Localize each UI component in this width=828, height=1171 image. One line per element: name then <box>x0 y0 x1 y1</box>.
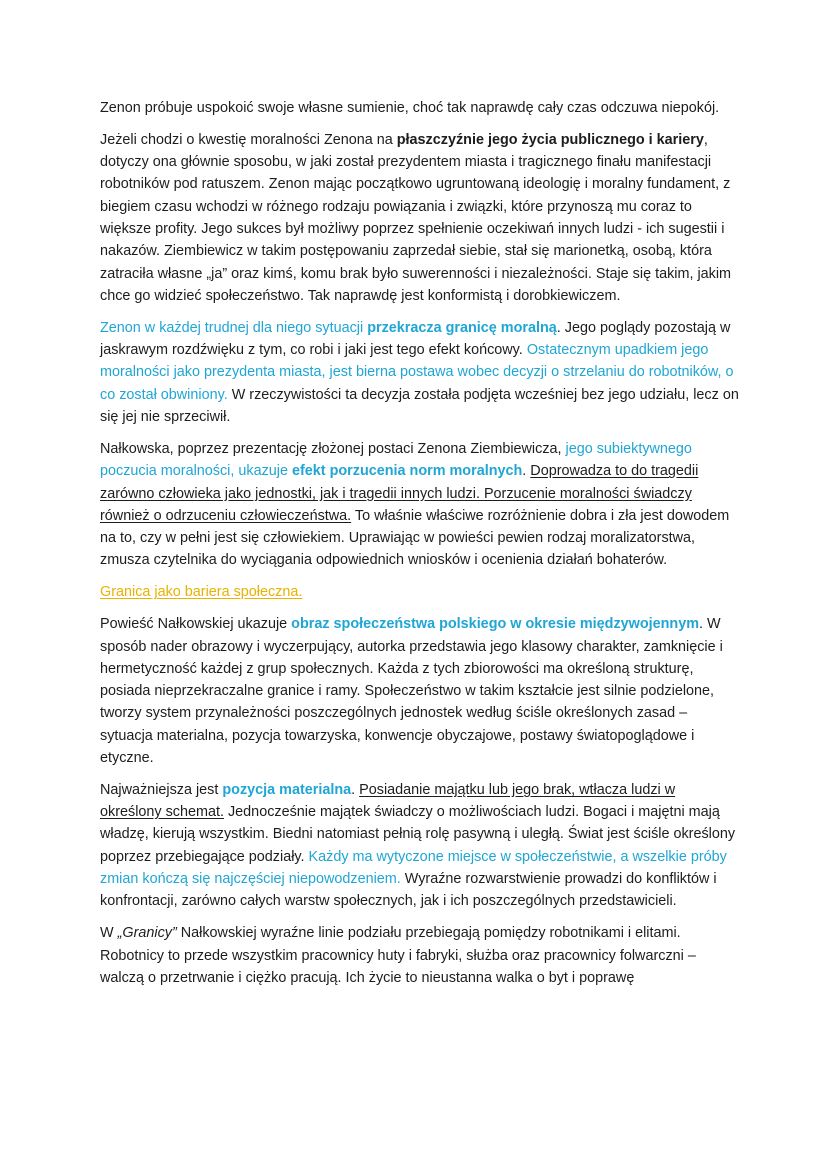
paragraph-2 <box>100 129 740 307</box>
bold-cyan-phrase: przekracza granicę moralną <box>367 319 557 336</box>
paragraph-6 <box>100 779 740 913</box>
paragraph-text: Nałkowska, poprzez prezentację złożonej postaci Zenona Ziembiewicza, <box>100 440 566 457</box>
paragraph-text: Najważniejsza jest <box>100 781 223 798</box>
heading-text: Granica jako bariera społeczna. <box>100 584 303 601</box>
paragraph-7 <box>100 922 740 989</box>
bold-cyan-phrase: pozycja materialna <box>222 781 352 798</box>
paragraph-3 <box>100 317 740 428</box>
paragraph-text: Nałkowskiej wyraźne linie podziału przebiegają pomiędzy robotnikami i elitami. Robotnicy to przede wszystkim pracownicy huty i fabryki, służba oraz pracownicy folwarczni – walczą o przetrwanie i ciężko pracują. Ich życie to nieustanna walka o byt i poprawę <box>100 925 696 986</box>
paragraph-5 <box>100 613 740 769</box>
cyan-phrase: Ostatecznym upadkiem jego moralności jako prezydenta miasta, jest bierna postawa wobec decyzji o strzelaniu do robotników, o co został obwiniony. <box>100 342 734 403</box>
paragraph-text: . Jego poglądy pozostają w jaskrawym rozdźwięku z tym, co robi i jaki jest tego efekt końcowy. <box>100 319 731 359</box>
underlined-phrase: Doprowadza to do tragedii zarówno człowieka jako jednostki, jak i tragedii innych ludzi. Porzucenie moralności świadczy również o odrzuceniu człowieczeństwa. <box>100 463 699 524</box>
document-page <box>100 97 740 999</box>
paragraph-text: . W sposób nader obrazowy i wyczerpujący, autorka przedstawia jego klasowy charakter, zamknięcie i hermetyczność każdej z grup społecznych. Każda z tych zbiorowości ma określoną strukturę, posiada nieprzekraczalne granice i ramy. Społeczeństwo w takim kształcie jest silnie podzielone, tworzy system przynależności poszczególnych jednostek według ściśle określonych zasad – sytuacja materialna, pozycja towarzyska, konwencje obyczajowe, postawy światopoglądowe i etyczne. <box>100 616 723 766</box>
italic-title: „Granicy” <box>117 925 177 942</box>
paragraph-4 <box>100 438 740 572</box>
underlined-phrase: Posiadanie majątku lub jego brak, wtłacza ludzi w określony schemat. <box>100 781 676 821</box>
paragraph-text: To właśnie właściwe rozróżnienie dobra i zła jest dowodem na to, czy w pełni jest się człowiekiem. Uprawiając w powieści pewien rodzaj moralizatorstwa, zmusza czytelnika do wyciągania odpowiednich wniosków i ocenienia działań bohaterów. <box>100 507 730 569</box>
paragraph-text: Zenon próbuje uspokoić swoje własne sumienie, choć tak naprawdę cały czas odczuwa niepokój. <box>100 100 720 116</box>
bold-cyan-phrase: obraz społeczeństwa polskiego w okresie międzywojennym <box>291 616 700 633</box>
bold-phrase: płaszczyźnie jego życia publicznego i kariery <box>396 131 704 148</box>
cyan-phrase: Każdy ma wytyczone miejsce w społeczeństwie, a wszelkie próby zmian kończą się najczęściej niepowodzeniem. <box>100 848 727 888</box>
cyan-phrase: jego subiektywnego poczucia moralności, ukazuje <box>100 440 692 480</box>
paragraph-text: Wyraźne rozwarstwienie prowadzi do konfliktów i konfrontacji, zarówno całych warstw społecznych, jak i ich poszczególnych przedstawicieli. <box>100 871 717 910</box>
paragraph-1 <box>100 97 740 119</box>
paragraph-text: . <box>522 463 531 480</box>
paragraph-text: Jeżeli chodzi o kwestię moralności Zenona na <box>100 131 397 148</box>
paragraph-text: W <box>100 925 118 942</box>
paragraph-text: Powieść Nałkowskiej ukazuje <box>100 616 292 633</box>
paragraph-text: Jednocześnie majątek świadczy o możliwościach ludzi. Bogaci i majętni mają władzę, kierują wszystkim. Biedni natomiast pełnią rolę pasywną i uległą. Świat jest ściśle określony poprzez przebiegające podziały. <box>100 804 736 865</box>
paragraph-text: . <box>351 781 360 798</box>
paragraph-text: , dotyczy ona głównie sposobu, w jaki został prezydentem miasta i tragicznego finału manifestacji robotników pod ratuszem. Zenon mając początkowo ugruntowaną ideologię i moralny fundament, z biegiem czasu wchodzi w różnego rodzaju powiązania i związki, które przynoszą mu coraz to większe profity. Jego sukces był możliwy poprzez spełnienie oczekiwań innych ludzi - ich sugestii i nakazów. Ziembiewicz w takim postępowaniu zaprzedał siebie, stał się marionetką, osobą, która zatraciła własne „ja” oraz kimś, komu brak było suwerenności i niezależności. Staje się takim, jakim chce go widzieć społeczeństwo. Tak naprawdę jest konformistą i dorobkiewiczem. <box>100 131 732 304</box>
paragraph-text: W rzeczywistości ta decyzja została podjęta wcześniej bez jego udziału, lecz on się jej nie sprzeciwił. <box>100 386 739 426</box>
cyan-phrase: Zenon w każdej trudnej dla niego sytuacji <box>100 319 368 336</box>
bold-cyan-phrase: efekt porzucenia norm moralnych <box>291 463 523 480</box>
section-heading <box>100 581 740 603</box>
